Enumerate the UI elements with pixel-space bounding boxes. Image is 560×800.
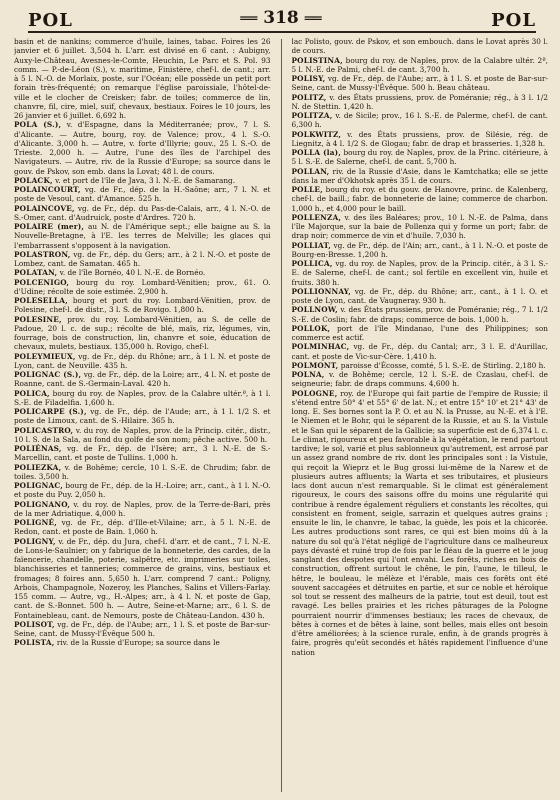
page-header xyxy=(14,0,548,34)
dictionary-entry xyxy=(292,56,549,75)
entry-definition: v. de l'île Bornéo, 40 l. N.-E. de Bornéo. xyxy=(59,268,206,278)
continued-text: lac Polisto, gouv. de Pskov, et son embouch. dans le Lovat après 30 l. de cours. xyxy=(291,37,548,56)
text-columns xyxy=(14,37,548,794)
entry-headword: POLISTINA, xyxy=(291,55,343,65)
entry-definition: vg. de Fr., dép. d'Ille-et-Vilaine; arr., à 5 l. N.-E. de Redon, cant. et poste de Bain. 1,060 h. xyxy=(14,518,271,537)
dictionary-entry xyxy=(14,444,271,463)
dictionary-entry xyxy=(14,620,271,639)
entry-definition: v. et port de l'île de Java, 3 l. N.-E. de Samarang. xyxy=(55,175,236,185)
entry-definition: v. de Bohême; cercle, 12 l. S.-E. de Czaslau, chef-l. de seigneurie; fabr. de draps communs. 4,600 h. xyxy=(291,370,548,389)
dictionary-entry xyxy=(292,111,549,130)
dictionary-entry xyxy=(14,518,271,537)
entry-definition: v. de Sicile; prov., 16 l. S.-E. de Palerme, chef-l. de cant. 6,300 h. xyxy=(291,111,548,130)
entry-headword: POLATAN, xyxy=(14,268,58,278)
entry-headword: POLEYMIEUX, xyxy=(14,351,76,361)
entry-headword: POLIGNAC, xyxy=(14,481,63,490)
entry-definition: vg. de Fr., dép. du Gers; arr., à 2 l. N.-O. et poste de Lombez, cant. de Samatan. 465 h. xyxy=(14,249,271,268)
dictionary-entry xyxy=(14,407,271,426)
entry-definition: bourg du roy. de Naples, prov. de la Princ. citérieure, à 5 l. S.-E. de Salerne, chef-l. de cant. 5,700 h. xyxy=(291,148,548,167)
dictionary-entry xyxy=(292,305,549,324)
entry-definition: bourg du roy. de Naples, prov. de la Calabre ultér.ª, à 1 l. S.-E. de Filadelfia. 1,600 h. xyxy=(14,388,271,407)
entry-definition: vg. de Fr., dép. de l'Ain; arr., cant., à 1 l. N.-O. et poste de Bourg-en-Bresse. 1,200 h. xyxy=(291,240,548,259)
entry-definition: riv. de la Russie d'Europe; sa source dans le xyxy=(56,638,220,648)
entry-definition: v. du roy. de Naples, prov. de la Princip. citér., distr., 10 l. S. de la Sala, au fond du golfe de son nom; pêche active. 500 h. xyxy=(14,425,271,444)
entry-definition: v. du roy. de Naples, prov. de la Terre-de-Bari, près de la mer Adriatique. 4,000 h. xyxy=(14,499,271,518)
entry-definition: vg. de Fr., dép. de la Loire; arr., 4 l. N. et poste de Roanne, cant. de S.-Germain-Laval. 420 h. xyxy=(14,370,271,389)
entry-definition: v. de Bohême; cercle, 10 l. S.-E. de Chrudim; fabr. de toiles. 3,500 h. xyxy=(14,462,271,481)
entry-headword: POLAINCOVE, xyxy=(14,203,75,213)
entry-headword: POLA (S.), xyxy=(14,120,62,130)
dictionary-entry xyxy=(292,389,549,657)
dictionary-entry xyxy=(14,389,271,408)
entry-headword: POLASTRON, xyxy=(14,249,71,259)
entry-definition: vg. de Fr., dép. de l'Aube; arr., à 1 l. S. et poste de Bar-sur-Seine, cant. de Mussy-l'Évêque. 500 h. Beau château. xyxy=(291,74,548,93)
entry-headword: POLIEZKA, xyxy=(14,462,62,472)
entry-definition: v. de Fr., dép. du Jura, chef-l. d'arr. et de cant., 7 l. N.-E. de Lons-le-Saulnier; on y fabrique de la bonneterie, des cardes, de la faïencerie, chandelle, poterie, salpêtre, etc. imprimeries sur toiles, blanchisseries et tanneries; commerce de grains, vins, bestiaux et fromages; 8 foires ann. 5,650 h. L'arr. comprend 7 cant.: Poligny, Arbois, Champagnole, Nozeroy, les Planches, Salins et Villers-Farlay. 155 comm. — Autre, vg., H.-Alpes; arr., à 4 l. N. et poste de Gap, cant. de S.-Bonnet. 500 h. — Autre, Seine-et-Marne; arr., 6 l. S. de Fontainebleau, cant. de Nemours, poste de Château-Landon. 430 h. xyxy=(14,536,271,620)
entry-definition: prov. du roy. Lombard-Vénitien, au S. de celle de Padoue, 20 l. c. de sup.; récolte de blé, maïs, riz, légumes, vin, fourrage, bois de construction, lin, chanvre et soie, éducation de chevaux, mulets, bestiaux. 135,000 h. Rovigo, chef-l. xyxy=(14,314,271,352)
dictionary-entry xyxy=(14,250,271,269)
dictionary-entry xyxy=(292,213,549,241)
entry-headword: POLLICA, xyxy=(291,259,333,268)
running-head-right: POL xyxy=(491,10,536,31)
left-column xyxy=(14,37,271,794)
entry-definition: vg. de Fr., dép. de la H.-Saône; arr., 7 l. N. et poste de Vesoul, cant. d'Amance. 525 h. xyxy=(14,185,271,204)
dictionary-entry xyxy=(14,296,271,315)
entry-headword: POLAIRE (mer), xyxy=(14,222,85,231)
entry-headword: POLLE, xyxy=(291,185,323,194)
entry-headword: POLLAN, xyxy=(291,166,330,176)
entry-definition: v. des îles Baléares; prov., 10 l. N.-E. de Palma, dans l'île Majorque, sur la baie de Pollenza qui y forme un port; fabr. de drap noir; commerce de vin et d'huile. 7,030 h. xyxy=(291,212,548,241)
entry-definition: v. des États prussiens, prov. de Silésie, rég. de Liegnitz, à 4 l. 1/2 S. de Glogau; fabr. de drap et brasseries. 1,328 h. xyxy=(291,129,548,148)
dictionary-entry xyxy=(292,287,549,306)
entry-headword: POLKWITZ, xyxy=(291,129,342,139)
dictionary-entry xyxy=(14,370,271,389)
dictionary-entry xyxy=(14,278,271,297)
entry-headword: POLISTA, xyxy=(14,638,55,648)
entry-definition: v. d'Espagne, dans la Méditerranée; prov., 7 l. S. d'Alicante. — Autre, bourg, roy. de Valence; prov., 4 l. S.-O. d'Alicante. 3,000 h. — Autre, v. forte d'Illyrie; gouv., 25 l. S.-O. de Trieste. 2,000 h. — Autre, l'une des îles de l'archipel des Navigateurs. — Autre, riv. de la Russie d'Europe; sa source dans le gouv. de Pskov, son emb. dans la Lovat; 48 l. de cours. xyxy=(14,120,271,176)
dictionary-entry xyxy=(14,176,271,185)
dictionary-entry xyxy=(292,93,549,112)
entry-headword: POLLOK, xyxy=(291,323,331,333)
entry-definition: roy. de l'Europe qui fait partie de l'empire de Russie; il s'étend entre 50° 4' et 55° 6' de lat. N.; et entre 15° 10' et 21° 43' de long. E. Ses bornes sont la P. O. et au N. la Prusse, au N.-E. et à l'E. le Niemen et le Bohr, qui le séparent de la Russie, et au S. la Vistule et le San qui le séparent de la Gallicie; sa superficie est de 6,374 l. c. Le climat, rigoureux et peu favorable à la végétation, le rend partout tardive; le sol, varié et plus sablonneux qu'autrement, est arrosé par un assez grand nombre de riv. dont les principales sont : la Vistule, qui reçoit la Wieprz et le Bug grossi lui-même de la Narew et de plusieurs autres affluents; la Warta et ses tributaires, et plusieurs lacs dont aucun n'est remarquable. Si le climat est généralement rigoureux, le cours des saisons offre du moins une régularité qui contribue à rendre également réguliers et constants les récoltes, qui consistent en froment, seigle, sarrazin et quelques autres grains ; ensuite le lin, le chanvre, le tabac, la guède, les pois et la chicorée. Les autres productions sont rares, ce qui est bien moins dû à la nature du sol qu'à l'état négligé de l'agriculture dans ce malheureux pays dévasté et ruiné trop de fois par le fléau de la guerre et le joug sanglant des despotes qui l'ont envahi. Les forêts, riches en bois de construction, offrent surtout le chêne, le pin, l'aune, le tilleul, le hêtre, le bouleau, le mélèze et l'érable, mais ces forêts ont été souvent saccagées et détruites en partie, et sur ce noble et héroïque sol tout se ressent des malheurs de la patrie, tout est deuil, tout est ravagé. Les belles prairies et les riches pâturages de la Pologne pourraient nourrir d'immenses bestiaux; les races de chevaux, de bêtes à cornes et de bêtes à laine, sont belles, mais elles ont besoin d'être améliorées; à la science rurale, enfin, à de grands progrès à faire, progrès qu'eût secondés et hâtés rapidement l'influence d'une nation xyxy=(291,388,548,657)
entry-headword: POLACK, xyxy=(14,175,53,185)
right-column xyxy=(292,37,549,794)
entry-headword: POLLIONNAY, xyxy=(291,286,352,296)
entry-headword: POLLIAT, xyxy=(291,240,332,250)
dictionary-entry xyxy=(292,148,549,167)
entry-definition: vg. de Fr., dép. de l'Isère; arr., 3 l. N.-E. de S.-Marcellin, cant. et poste de Tullins. 1,000 h. xyxy=(14,444,271,463)
dictionary-entry xyxy=(14,315,271,352)
entry-headword: POLIÉNAS, xyxy=(14,444,62,453)
dictionary-entry xyxy=(292,259,549,287)
entry-definition: vg. de Fr., dép. de l'Aube; arr., 1 l. S. et poste de Bar-sur-Seine, cant. de Mussy-l'Évêque 500 h. xyxy=(14,619,271,638)
entry-headword: POLISY, xyxy=(291,74,326,83)
entry-definition: port de l'île Mindanao, l'une des Philippines; son commerce est actif. xyxy=(291,323,548,342)
entry-definition: riv. de la Russie d'Asie, dans le Kamtchatka; elle se jette dans la mer d'Okhotsk après 35 l. de cours. xyxy=(291,166,548,185)
header-rule xyxy=(28,31,536,33)
page-number-block xyxy=(14,8,548,28)
column-divider xyxy=(281,39,282,792)
entry-headword: POLLA (la), xyxy=(291,148,342,157)
entry-headword: POLMINHAC, xyxy=(291,342,350,352)
entry-headword: POLITZ, xyxy=(291,92,327,102)
dictionary-entry xyxy=(292,342,549,361)
entry-definition: v. des États prussiens, prov. de Poméranie; rég., 7 l. 1/2 S.-E. de Coslin; fabr. de draps; commerce de bois. 1,000 h. xyxy=(291,305,548,324)
dictionary-entry xyxy=(292,370,549,389)
entry-headword: POLNA, xyxy=(291,370,325,379)
entry-headword: POLIGNAC (S.), xyxy=(14,370,82,379)
continued-text: basin et de nankins; commerce d'huile, laines, tabac. Foires les 26 janvier et 6 juillet. 3,504 h. L'arr. est divisé en 6 cant. : Aubigny, Auxy-le-Château, Avesnes-le-Comte, Heuchin, Le Parc et S. Pol. 93 comm. — P.-de-Léon (S.), v. maritime, Finistère, chef-l. de cant.; arr. à 5 l. N.-O. de Morlaix, poste, sur l'Océan; elle possède un petit port forain très-fréquenté; on remarque l'église paroissiale, l'hôtel-de-ville et le clocher de Creisker; fabr. de toiles; commerce de lin, chanvre, fil, cire, miel, suif, chevaux, bestiaux. Foires le 10 jours, les 26 janvier et 6 juillet. 6,692 h. xyxy=(14,37,271,120)
dictionary-entry xyxy=(14,500,271,519)
dictionary-entry xyxy=(14,268,271,277)
entry-definition: bourg du roy. et du gouv. de Hanovre, princ. de Kalenberg, chef-l. de baill.; fabr. de bonneterie de laine; commerce de charbon. 1,000 h., et 4,000 pour le baill. xyxy=(291,185,548,213)
dictionary-entry xyxy=(292,241,549,260)
entry-definition: vg. de Fr., dép. du Cantal; arr., 3 l. E. d'Aurillac, cant. et poste de Vic-sur-Cère. 1,410 h. xyxy=(291,342,548,361)
dictionary-entry xyxy=(14,426,271,445)
entry-headword: POLESINE, xyxy=(14,314,62,324)
entry-headword: POLIGNANO, xyxy=(14,499,71,509)
entry-headword: POLLNOW, xyxy=(291,305,338,315)
entry-definition: vg. du roy. de Naples, prov. de la Princip. citér., à 3 l. S.-E. de Salerne, chef-l. de cant.; sol fertile en excellent vin, huile et fruits. 380 h. xyxy=(291,259,548,287)
dictionary-entry xyxy=(292,74,549,93)
entry-definition: au N. de l'Amérique sept.; elle baigne au S. la Nouvelle-Bretagne, à l'E. les terres de Melville; les glaces qui l'embarrassent s'opposent à la navigation. xyxy=(14,222,271,250)
entry-headword: POLAINCOURT, xyxy=(14,185,81,194)
page-number: 318 xyxy=(263,8,299,28)
dictionary-entry xyxy=(292,324,549,343)
dictionary-entry xyxy=(14,537,271,620)
dictionary-entry xyxy=(14,638,271,647)
dictionary-entry xyxy=(14,222,271,250)
entry-definition: bourg et port du roy. Lombard-Vénitien, prov. de Polesine, chef-l. de distr., 3 l. S. de Rovigo. 1,800 h. xyxy=(14,296,271,315)
entry-headword: POLICARPE (S.), xyxy=(14,407,87,416)
dictionary-entry xyxy=(14,120,271,176)
entry-headword: POLLENZA, xyxy=(291,212,342,222)
dictionary-entry xyxy=(14,463,271,482)
dictionary-entry xyxy=(14,204,271,223)
entry-headword: POLIGNÉ, xyxy=(14,518,57,527)
entry-definition: v. des États prussiens, prov. de Poméranie; rég., à 3 l. 1/2 N. de Stettin. 1,420 h. xyxy=(291,92,548,111)
dictionary-entry xyxy=(292,167,549,186)
dictionary-entry xyxy=(292,185,549,213)
entry-headword: POLCENIGO, xyxy=(14,277,70,287)
entry-headword: POLITZA, xyxy=(291,111,333,120)
dictionary-entry xyxy=(14,481,271,500)
entry-headword: POLMONT, xyxy=(291,360,339,370)
entry-headword: POLICASTRO, xyxy=(14,425,74,435)
entry-definition: vg. de Fr., dép. du Pas-de-Calais, arr., 4 l. N.-O. de S.-Omer, cant. d'Audruick, poste d'Ardres. 720 h. xyxy=(14,203,271,222)
entry-headword: POLISOT, xyxy=(14,619,55,629)
dictionary-entry xyxy=(14,185,271,204)
ornament-right: ══ xyxy=(304,11,322,27)
entry-definition: vg. de Fr., dép. du Rhône; arr., à 1 l. N. et poste de Lyon, cant. de Neuville. 435 h. xyxy=(14,351,271,370)
entry-definition: bourg du roy. de Naples, prov. de la Calabre ultér. 2ª, 5 l. N.-E. de Palmi, chef-l. de cant. 3,700 h. xyxy=(291,55,548,74)
running-head-left: POL xyxy=(28,10,73,31)
entry-headword: POLIGNY, xyxy=(14,536,56,546)
dictionary-entry xyxy=(292,130,549,149)
entry-definition: bourg de Fr., dép. de la H.-Loire; arr., cant., à 1 l. N.-O. et poste du Puy. 2,050 h. xyxy=(14,481,271,500)
ornament-left: ══ xyxy=(240,11,258,27)
entry-headword: POLESELLA, xyxy=(14,296,68,305)
entry-definition: paroisse d'Écosse, comté, 5 l. S.-E. de Stirling. 2,180 h. xyxy=(340,360,546,370)
entry-headword: POLOGNE, xyxy=(291,388,338,398)
dictionary-entry xyxy=(292,361,549,370)
entry-definition: vg. de Fr., dép. du Rhône; arr., cant., à 1 l. O. et poste de Lyon, cant. de Vaugneray. 930 h. xyxy=(291,286,548,305)
dictionary-entry xyxy=(14,352,271,371)
entry-definition: bourg du roy. Lombard-Vénitien; prov., 61. O. d'Udine; récolte de soie estimée. 2,900 h. xyxy=(14,277,271,296)
entry-definition: vg. de Fr., dép. de l'Aude; arr., à 1 l. 1/2 S. et poste de Limoux, cant. de S.-Hilaire. 365 h. xyxy=(14,407,271,426)
entry-headword: POLICA, xyxy=(14,388,50,398)
